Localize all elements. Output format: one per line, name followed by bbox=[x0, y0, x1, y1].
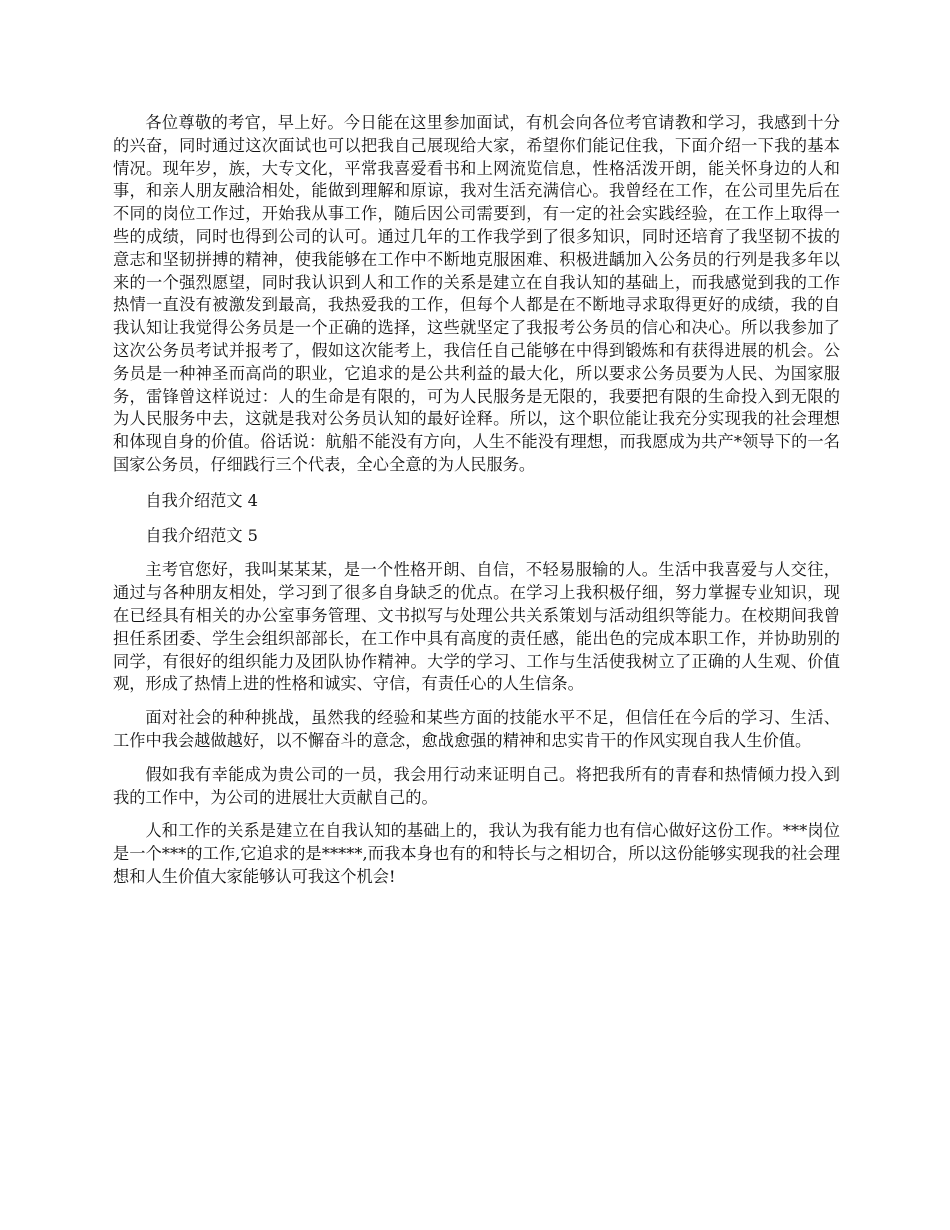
paragraph-interview-intro: 各位尊敬的考官，早上好。今日能在这里参加面试，有机会向各位考官请教和学习，我感到十分的兴奋，同时通过这次面试也可以把我自己展现给大家，希望你们能记住我，下面介绍一下我的基本情况。现年岁，族，大专文化，平常我喜爱看书和上网流览信息，性格活泼开朗，能关怀身边的人和事，和亲人朋友融洽相处，能做到理解和原谅，我对生活充满信心。我曾经在工作，在公司里先后在不同的岗位工作过，开始我从事工作，随后因公司需要到，有一定的社会实践经验，在工作上取得一些的成绩，同时也得到公司的认可。通过几年的工作我学到了很多知识，同时还培育了我坚韧不拔的意志和坚韧拼搏的精神，使我能够在工作中不断地克服困难、积极进龋加入公务员的行列是我多年以来的一个强烈愿望，同时我认识到人和工作的关系是建立在自我认知的基础上，而我感觉到我的工作热情一直没有被激发到最高，我热爱我的工作，但每个人都是在不断地寻求取得更好的成绩，我的自我认知让我觉得公务员是一个正确的选择，这些就坚定了我报考公务员的信心和决心。所以我参加了这次公务员考试并报考了，假如这次能考上，我信任自己能够在中得到锻炼和有获得进展的机会。公务员是一种神圣而高尚的职业，它追求的是公共利益的最大化，所以要求公务员要为人民、为国家服务，雷锋曾这样说过：人的生命是有限的，可为人民服务是无限的，我要把有限的生命投入到无限的为人民服务中去，这就是我对公务员认知的最好诠释。所以，这个职位能让我充分实现我的社会理想和体现自身的价值。俗话说：航船不能没有方向，人生不能没有理想，而我愿成为共产*领导下的一名国家公务员，仔细践行三个代表，全心全意的为人民服务。 bbox=[113, 113, 840, 474]
document-page bbox=[113, 112, 840, 889]
heading-sample-4: 自我介绍范文 4 bbox=[145, 490, 258, 510]
paragraph-commitment: 假如我有幸能成为贵公司的一员，我会用行动来证明自己。将把我所有的青春和热情倾力投入到我的工作中，为公司的进展壮大贡献自己的。 bbox=[113, 764, 840, 807]
paragraph-self-intro: 主考官您好，我叫某某某，是一个性格开朗、自信，不轻易服输的人。生活中我喜爱与人交往，通过与各种朋友相处，学习到了很多自身缺乏的优点。在学习上我积极仔细，努力掌握专业知识，现在已经具有相关的办公室事务管理、文书拟写与处理公共关系策划与活动组织等能力。在校期间我曾担任系团委、学生会组织部部长，在工作中具有高度的责任感，能出色的完成本职工作，并协助别的同学，有很好的组织能力及团队协作精神。大学的学习、工作与生活使我树立了正确的人生观、价值观，形成了热情上进的性格和诚实、守信，有责任心的人生信条。 bbox=[113, 560, 840, 694]
paragraph-work-relation: 人和工作的关系是建立在自我认知的基础上的，我认为我有能力也有信心做好这份工作。***岗位是一个***的工作,它追求的是*****,而我本身也有的和特长与之相切合，所以这份能够实现我的社会理想和人生价值大家能够认可我这个机会! bbox=[113, 821, 840, 886]
heading-sample-5: 自我介绍范文 5 bbox=[145, 525, 258, 545]
paragraph-challenges: 面对社会的种种挑战，虽然我的经验和某些方面的技能水平不足，但信任在今后的学习、生活、工作中我会越做越好，以不懈奋斗的意念，愈战愈强的精神和忠实肯干的作风实现自我人生价值。 bbox=[113, 708, 840, 750]
